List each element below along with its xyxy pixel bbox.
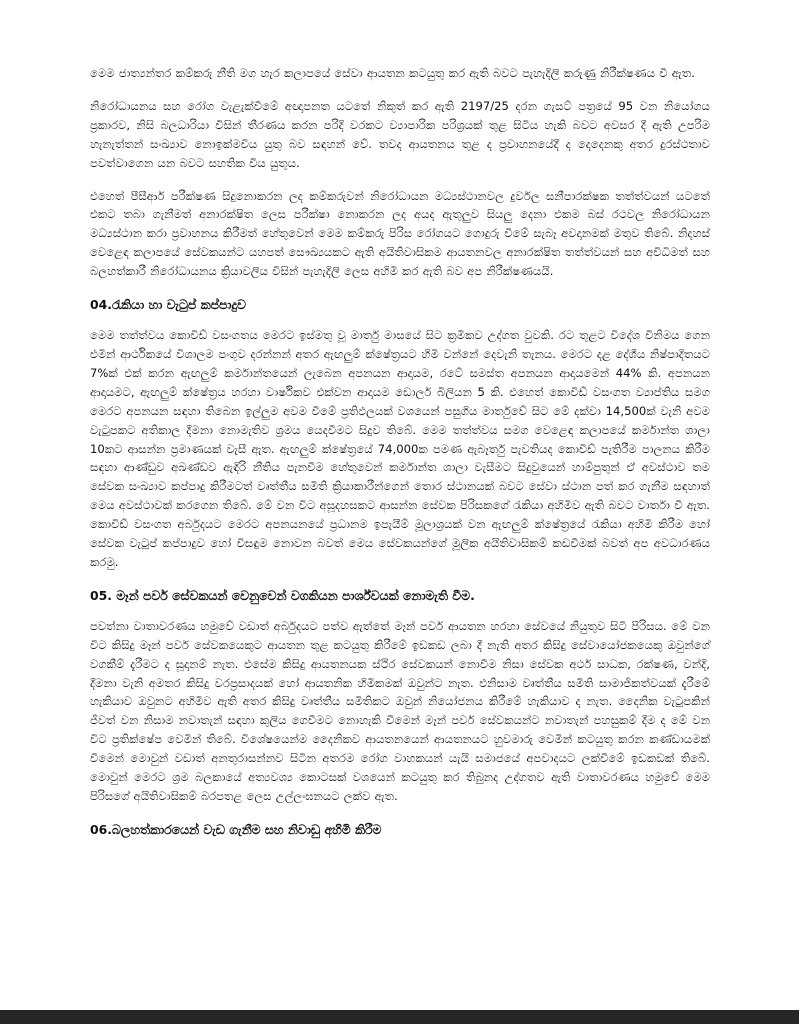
paragraph: මෙම තත්ත්වය කොවිඩ් වසංගතය මෙරට ඉස්මතු වූ මාර්තු මාසයේ සිට ක්‍රමිකව උද්ගත වුවකි. රට තුළට විදේශ විනිමය ගෙන එමින් ආර්ථිකයේ විශාලම පංගුව දරන්නන් අතර ඇඟලුම් ක්ෂේත්‍රයට හිමි වන්නේ දෙවැනි තැනය. මෙරට දළ දේශීය නිෂ්පාදිතයට 7%ක් එක් කරන ඇඟලුම් කර්මාන්තයෙන් ලැබෙන අපනයන ආදායම, රටේ සමස්ත අපනයන ආදායමෙන් 44% කි. අපනයන ආදායමට, ඇඟලුම් ක්ෂේත්‍රය හරහා වාර්ෂිකව එක්වන ආදායම ඩොලර් බිලියන 5 කි. එහෙත් කොවිඩ් වසංගත ව්‍යාප්තිය සමග මෙරට අපනයන සඳහා තිබෙන ඉල්ලුම අවම වීමේ ප්‍රතිඵලයක් වශයෙන් පසුගිය මාර්තුවේ සිට මේ දක්වා 14,500ක් වැනි අවම වැටුපකට අතිකාල දීමනා නොමැතිව ශ්‍රමය යෙදවීමට සිදුව තිබේ. මෙම තත්ත්වය සමග වෙළෙඳ කලාපයේ කර්මාන්ත ශාලා 10කට ආසන්න ප්‍රමාණයක් වැසී ඇත. ඇඟලුම් ක්ෂේත්‍රයේ 74,000ක පමණ ඇබෑර්තු පැවතියද කොවිඩ් පැතිරීම පාලනය කිරීම සඳහා ආණ්ඩුව අඛණ්ඩව ඇඳිරි නීතිය පැනවීම හේතුවෙන් කර්මාන්ත ශාලා වැසීමට සිදුවුයෙන් හාම්පුතුන් ඒ අවස්ථාව තම සේවක සංඛ්‍යාව කප්පාදු කිරීමටත් වෘත්තීය සමිති ක්‍රියාකාරීන්ගෙන් තොර ස්ථානයක් බවට සේවා ස්ථාන පත් කර ගැනීම සඳහාත් මෙය අවස්ථාවක් කරගෙන තිබේ. මේ වන විට අසූදහසකට ආසන්න සේවක පිරිසකගේ රැකියා අහිමිව ඇති බවට වාර්තා වී ඇත. කොවිඩ් වසංගත අර්බුදයට මෙරට අපනයනයේ ප්‍රධානම ඉපැයීම් මූලාශ්‍රයක් වන ඇඟලුම් ක්ෂේත්‍රයේ රැකියා අහිමි කිරීම හෝ සේවක වැටුප් කප්පාදුව හෝ විසඳුම නොවන බවත් මෙය සේවකයන්ගේ මූලික අයිතිවාසිකම් කඩවීමක් බවත් අප අවධාරණය කරමු. [90, 328, 710, 569]
section-heading-06: 06.බලහත්කාරයෙන් වැඩ ගැනීම සහ නිවාඩු අහිමි කිරීම [90, 821, 382, 837]
paragraph: මෙම ජාත්‍යන්තර කම්කරු නීති මග හැර කලාපයේ සේවා ආයතන කටයුතු කර ඇති බවට පැහැදිලි කරුණු නිරීක්ෂණය වී ඇත. [90, 66, 695, 80]
section-heading-04: 04.රැකියා හා වැටුප් කප්පාදුව [90, 297, 246, 313]
document-body [90, 64, 710, 851]
paragraph: පවත්නා වාතාවරණය හමුවේ වඩාත් අර්බුදයට පත්ව ඇත්තේ මෑන් පවර් ආයතන හරහා සේවයේ නියුතුව සිටි පිරිසය. මේ වන විට කිසිදු මෑන් පවර් සේවකයෙකුට ආයතන තුළ කටයුතු කිරීමේ ඉඩකඩ ලබා දී නැති අතර කිසිදු සේවායෝජකයෙකු ඔවුන්ගේ වගකීම් දැරීමට ද සූදානම් නැත. එසේම කිසිදු ආයතනයක ස්ථිර සේවකයන් නොවීම නිසා සේවක අර්ථ සාධක, රක්ෂණ, වන්දි, දීමනා වැනි අමතර කිසිදු වරප්‍රසාදයක් හෝ ආයතනික හිමිකමක් ඔවුන්ට නැත. එනිසාම වෘත්තීය සමිති සාමාජිකත්වයක් දැරීමේ හැකියාව ඔවුනට අහිමිව ඇති අතර කිසිදු වෘත්තීය සමිතිකට ඔවුන් නියෝජනය කිරීමේ හැකියාව ද නැත. දෛනික වැටුපකින් ජීවත් වන නිසාම නවාතැන් සඳහා කුලිය ගෙවීමට නොහැකි වීමෙන් මෑන් පවර් සේවකයන්ට නවාතැන් පහසුකම් දීම ද මේ වන විට ප්‍රතික්ෂේප වෙමින් තිබේ. විශේෂයෙන්ම දෛනිකව ආයතනයෙන් ආයතනයට හුවමාරු වෙමින් කටයුතු කරන කණ්ඩායමක් වීමෙන් මොවුන් වඩාත් අනතුරාසන්නව සිටින අතරම රෝග වාහකයන් යැයි සමාජයේ අපවාදයට ලක්වීමේ ඉඩකඩක් තිබේ. මොවුන් මෙරට ශ්‍රම බලකායේ අත්‍යවශ්‍ය කොටසක් වශයෙන් කටයුතු කර තිබුනද උද්ගතව ඇති වාතාවරණය හමුවේ මෙම පිරිසගේ අයිතිවාසිකම් බරපතළ ලෙස උල්ලංඝනයට ලක්ව ඇත. [90, 618, 710, 803]
viewer-bottom-bar [0, 1010, 799, 1024]
section-heading-05: 05. මෑන් පවර් සේවකයන් වෙනුවෙන් වගකියන පාර්ශ්වයක් නොමැති වීම. [90, 587, 475, 603]
paragraph: නිරෝධායනය සහ රෝග වැළැක්වීමේ අඥාපනත යටතේ නිකුත් කර ඇති 2197/25 දරන ගැසට් පත්‍රයේ 95 වන නියෝගය ප්‍රකාරව, නිසි බලධාරියා විසින් තීරණය කරන පරිදි වරකට ව්‍යාපාරික පරිශ්‍රයක් තුළ සිටිය හැකි බවට අවසර දී ඇති උපරිම හැනැත්තන් සංඛ්‍යාව නොඉක්මවිය යුතු බව සඳහන් වේ. තවද ආයතනය තුළ ද ප්‍රවාහනයේදී ද දෙදෙනකු අතර දුරස්ථතාව පවත්වාගෙන යන බවට සහතික විය යුතුය. [90, 98, 710, 170]
paragraph: එහෙත් පීසීආර් පරීක්ෂණ සිදුනොකරන ලද කම්කරුවන් නිරෝධායන මධ්‍යස්ථානවල දුර්වල සනීපාරක්ෂක තත්ත්වයන් යටතේ එකට තබා ගැනීමත් අනාරක්ෂිත ලෙස පරීක්ෂා නොකරන ලද අයද ඇතුලුව සියලු දෙනා එකම බස් රථවල නිරෝධායන මධ්‍යස්ථාන කරා ප්‍රවාහනය කිරීමත් හේතුවෙන් මෙම කම්කරු පිරිස රෝගයට ගොදුරු වීමේ සැබෑ අවදානමක් මතුව තිබේ. නිදහස් වෙළෙඳ කලාපයේ සේවකයන්ට යහපත් සෞඛ්‍යයකට ඇති අයිතිවාසිකම ආයතනවල අනාරක්ෂිත තත්ත්වයන් සහ අවිධිමත් සහ බලහත්කාරී නිරෝධායනය ක්‍රියාවලිය විසින් පැහැදිලි ලෙස අහිමි කර ඇති බව අප නිරීක්ෂණයයි. [90, 188, 710, 279]
